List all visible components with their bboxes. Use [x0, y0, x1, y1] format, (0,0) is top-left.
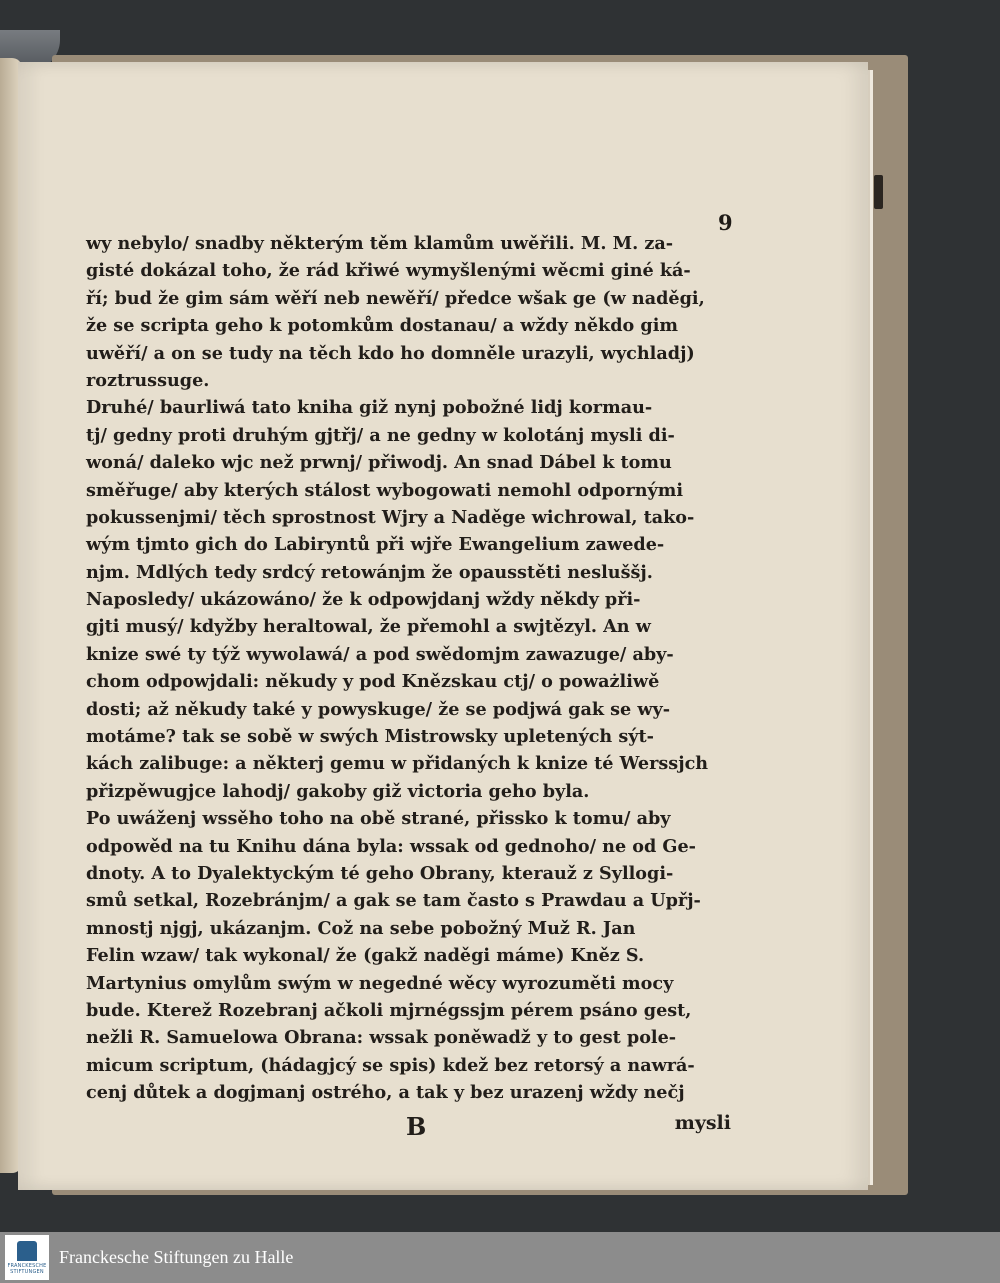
text-line: Martynius omylům swým w negedné wěcy wyrozuměti mocy [86, 972, 674, 994]
text-line: Po uwáženj wssěho toho na obě strané, přissko k tomu/ aby [86, 808, 671, 830]
text-line: uwěří/ a on se tudy na těch kdo ho domněle urazyli, wychladj) [86, 342, 695, 364]
text-line: roztrussuge. [86, 369, 210, 391]
building-icon [17, 1241, 37, 1261]
signature-mark: B [406, 1112, 427, 1141]
text-line: micum scriptum, (hádagjcý se spis) kdež bez retorsý a nawrá- [86, 1054, 695, 1076]
text-line: Druhé/ baurliwá tato kniha giž nynj pobožné lidj kormau- [86, 397, 653, 419]
text-line: Naposledy/ ukázowáno/ že k odpowjdanj wždy někdy při- [86, 589, 641, 611]
institution-logo [5, 1235, 49, 1280]
text-line: směřuge/ aby kterých stálost wybogowati nemohl odpornými [86, 479, 684, 501]
page-number: 9 [718, 210, 733, 235]
text-line: chom odpowjdali: někudy y pod Knězskau ctj/ o poważliwě [86, 671, 660, 693]
logo-text: FRANCKESCHE STIFTUNGEN [7, 1262, 47, 1275]
text-line: že se scripta geho k potomkům dostanau/ a wždy někdo gim [86, 315, 679, 337]
text-line: njm. Mdlých tedy srdcý retowánjm že opausstěti nesluššj. [86, 561, 653, 583]
text-line: dosti; až někudy také y powyskuge/ že se podjwá gak se wy- [86, 698, 671, 720]
text-line: kách zalibuge: a některj gemu w přidaných k knize té Werssjch [86, 753, 709, 775]
text-line: přizpěwugjce lahodj/ gakoby giž victoria geho byla. [86, 780, 590, 802]
text-line: ří; bud že gim sám wěří neb newěří/ předce wšak ge (w naděgi, [86, 287, 705, 309]
text-line: bude. Kterež Rozebranj ačkoli mjrnégssjm pérem psáno gest, [86, 999, 692, 1021]
text-line: mnostj njgj, ukázanjm. Což na sebe pobožný Muž R. Jan [86, 917, 636, 939]
text-line: cenj důtek a dogjmanj ostrého, a tak y bez urazenj wždy nečj [86, 1082, 685, 1104]
text-line: woná/ daleko wjc než prwnj/ přiwodj. An snad Dábel k tomu [86, 452, 672, 474]
text-line: smů setkal, Rozebránjm/ a gak se tam často s Prawdau a Upřj- [86, 890, 701, 912]
text-line: pokussenjmi/ těch sprostnost Wjry a Naděge wichrowal, tako- [86, 506, 695, 528]
catchword: mysli [674, 1112, 731, 1134]
viewer-footer-bar [0, 1232, 1000, 1283]
text-line: nežli R. Samuelowa Obrana: wssak poněwadž y to gest pole- [86, 1027, 677, 1049]
text-line: odpowěd na tu Knihu dána byla: wssak od gednoho/ ne od Ge- [86, 835, 696, 857]
text-line: dnoty. A to Dyalektyckým té geho Obrany, kterauž z Syllogi- [86, 862, 674, 884]
text-line: gisté dokázal toho, že rád křiwé wymyšlenými wěcmi giné ká- [86, 260, 691, 282]
text-line: tj/ gedny proti druhým gjtřj/ a ne gedny w kolotánj mysli di- [86, 424, 675, 446]
page-footer-line [86, 1112, 731, 1142]
text-line: wým tjmto gich do Labiryntů při wjře Ewangelium zawede- [86, 534, 665, 556]
page-text [86, 230, 731, 1107]
text-line: knize swé ty týž wywolawá/ a pod swědomjm zawazuge/ aby- [86, 643, 674, 665]
book-page [18, 62, 868, 1190]
text-line: motáme? tak se sobě w swých Mistrowsky upletených sýt- [86, 726, 654, 748]
text-line: wy nebylo/ snadby některým těm klamům uwěřili. M. M. za- [86, 233, 674, 254]
institution-title: Franckesche Stiftungen zu Halle [59, 1247, 294, 1267]
text-line: gjti musý/ kdyžby heraltowal, že přemohl a swjtězyl. An w [86, 616, 651, 638]
fold-mark [874, 175, 883, 209]
text-line: Felin wzaw/ tak wykonal/ že (gakž naděgi máme) Kněz S. [86, 945, 645, 967]
